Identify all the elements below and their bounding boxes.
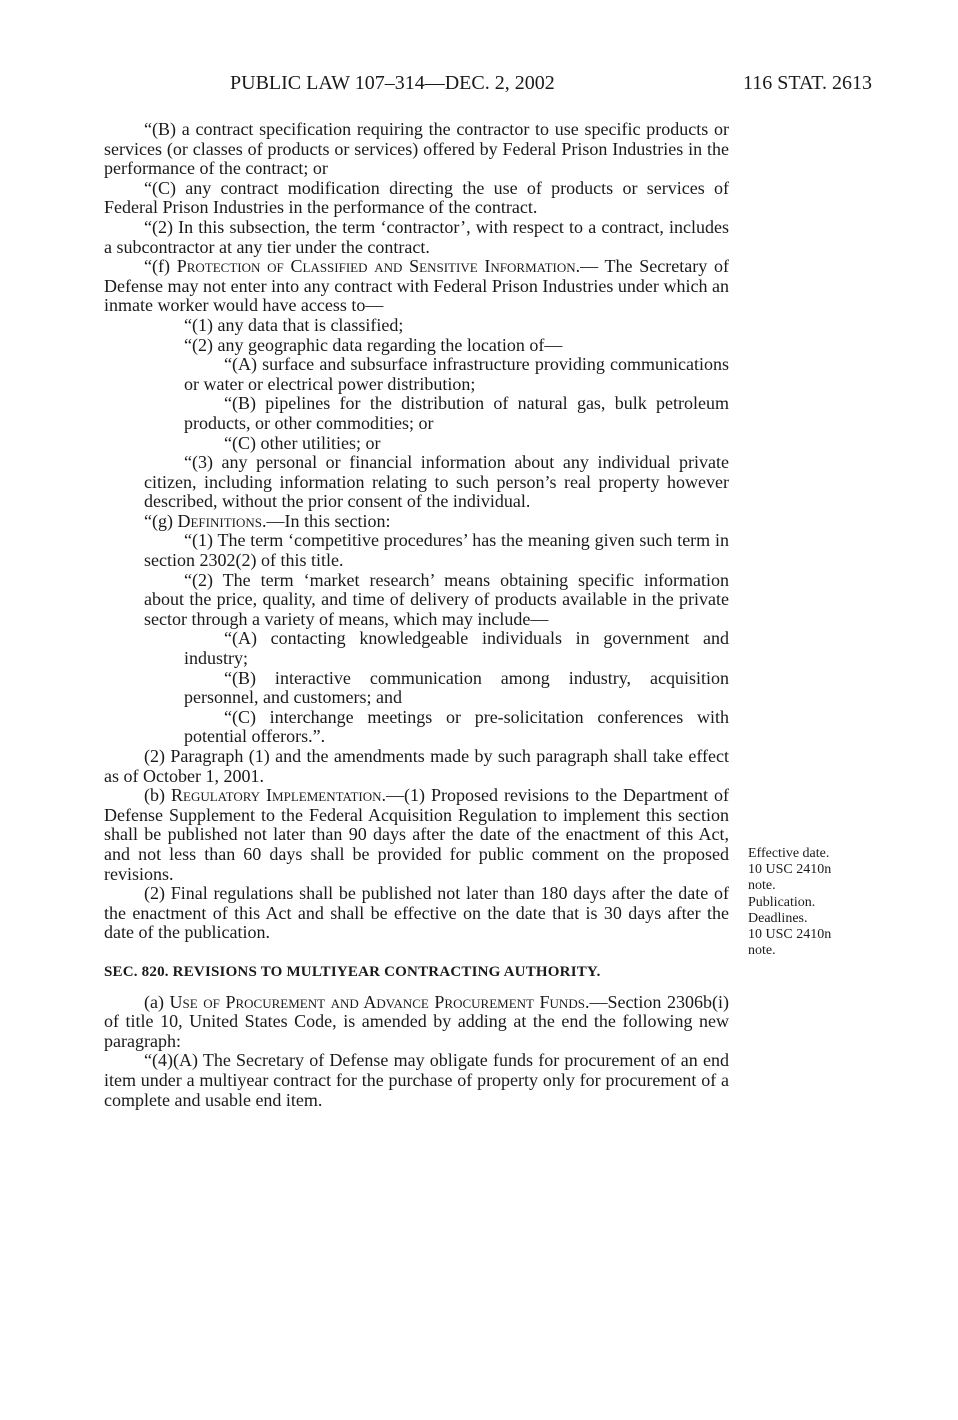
- margin-note-line: 10 USC 2410n: [748, 862, 832, 877]
- margin-note-line: Publication.: [748, 895, 816, 910]
- paragraph: “(C) other utilities; or: [224, 432, 381, 453]
- section-heading: SEC. 820. REVISIONS TO MULTIYEAR CONTRACTING AUTHORITY.: [104, 963, 601, 980]
- margin-note-line: Deadlines.: [748, 911, 808, 926]
- subsection-f: [104, 257, 729, 316]
- paragraph: “(A) contacting knowledgeable individuals in government and industry;: [184, 628, 729, 669]
- paragraph: “(B) interactive communication among industry, acquisition personnel, and customers; and: [184, 667, 729, 708]
- subsection-caption: Use of Procurement and Advance Procurement Funds.: [169, 991, 590, 1012]
- page-reference: 116 STAT. 2613: [743, 72, 872, 94]
- subsection-a: [104, 993, 729, 1052]
- document-body: [104, 120, 729, 1110]
- paragraph: “(1) The term ‘competitive procedures’ has the meaning given such term in section 2302(2) of this title.: [144, 530, 729, 571]
- paragraph: “(C) any contract modification directing the use of products or services of Federal Prison Industries in the performance of the contract.: [104, 177, 729, 218]
- margin-note-line: 10 USC 2410n: [748, 927, 832, 942]
- paragraph: “(C) interchange meetings or pre-solicitation conferences with potential offerors.”.: [184, 706, 729, 747]
- subsection-caption: Regulatory Implementation.: [171, 785, 387, 806]
- subsection-text: — The Secretary of Defense may not enter into any contract with Federal Prison Industries under which an inmate worker would have access to—: [104, 256, 729, 316]
- subsection-text: —Section 2306b(i) of title 10, United States Code, is amended by adding at the end the following new paragraph:: [104, 991, 729, 1051]
- paragraph: “(2) The term ‘market research’ means obtaining specific information about the price, quality, and time of delivery of products available in the private sector through a variety of means, which may include—: [144, 569, 729, 629]
- paragraph: “(4)(A) The Secretary of Defense may obligate funds for procurement of an end item under a multiyear contract for the purchase of property only for procurement of a complete and usable end item.: [104, 1050, 729, 1110]
- subsection-text: —In this section:: [266, 510, 391, 531]
- paragraph: “(2) In this subsection, the term ‘contractor’, with respect to a contract, includes a subcontractor at any tier under the contract.: [104, 216, 729, 257]
- subsection-text: —(1) Proposed revisions to the Department of Defense Supplement to the Federal Acquisition Regulation to implement this section shall be published not later than 90 days after the date of the enactment of this Act, and not less than 60 days shall be provided for public comment on the proposed revisions.: [104, 785, 729, 884]
- subsection-g: [104, 512, 729, 532]
- paragraph: “(1) any data that is classified;: [184, 314, 404, 335]
- paragraph: (2) Paragraph (1) and the amendments made by such paragraph shall take effect as of October 1, 2001.: [104, 746, 729, 786]
- subsection-caption: Definitions.: [177, 510, 267, 531]
- paragraph: “(B) a contract specification requiring the contractor to use specific products or services (or classes of products or services) offered by Federal Prison Industries in the performance of the contract; or: [104, 119, 729, 179]
- margin-note-line: note.: [748, 943, 776, 958]
- subsection-label: (b): [144, 785, 171, 806]
- paragraph: “(A) surface and subsurface infrastructure providing communications or water or electrical power distribution;: [184, 354, 729, 394]
- paragraph: (2) Final regulations shall be published not later than 180 days after the date of the enactment of this Act and shall be effective on the date that is 30 days after the date of the publication.: [104, 883, 729, 943]
- subsection-label: “(f): [144, 256, 177, 277]
- subsection-label: (a): [144, 991, 170, 1012]
- margin-note-line: note.: [748, 878, 776, 893]
- subsection-caption: Protection of Classified and Sensitive Information.: [176, 256, 581, 277]
- paragraph: “(2) any geographic data regarding the location of—: [184, 334, 563, 355]
- subsection-b: [104, 786, 729, 884]
- margin-note-line: Effective date.: [748, 846, 830, 861]
- margin-note-effective-date: [748, 846, 858, 894]
- paragraph: “(3) any personal or financial information about any individual private citizen, including information relating to such person’s real property however described, without the prior consent of the individual.: [144, 452, 729, 512]
- margin-note-publication: [748, 895, 858, 959]
- running-head: PUBLIC LAW 107–314—DEC. 2, 2002: [230, 72, 555, 94]
- subsection-label: “(g): [144, 510, 178, 531]
- paragraph: “(B) pipelines for the distribution of natural gas, bulk petroleum products, or other commodities; or: [184, 393, 729, 433]
